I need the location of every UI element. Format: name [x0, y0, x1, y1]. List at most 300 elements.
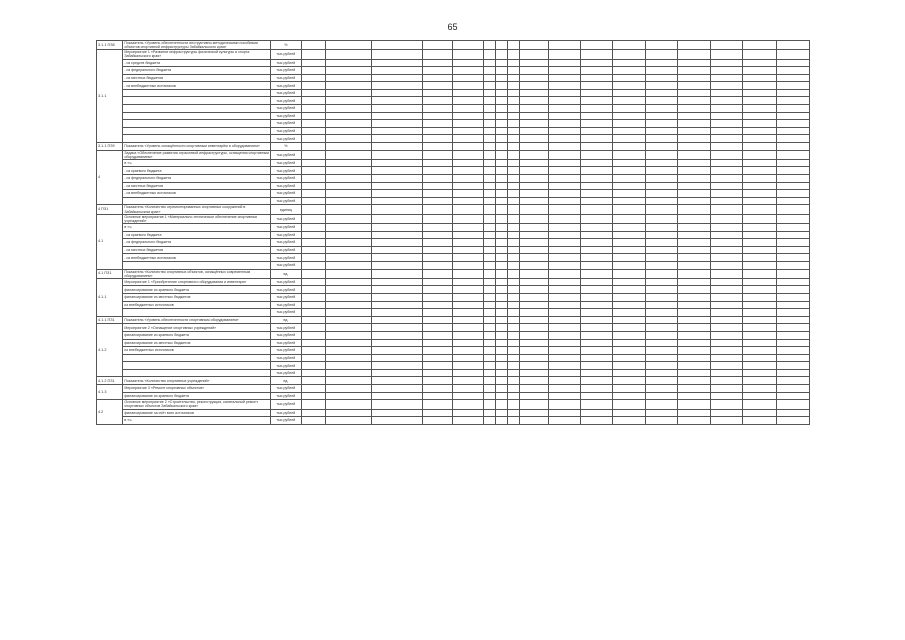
table-cell: [580, 331, 612, 339]
table-cell: [645, 331, 677, 339]
table-cell: [777, 377, 810, 385]
row-code: 4: [97, 150, 123, 205]
table-cell: [645, 309, 677, 317]
table-cell: [580, 362, 612, 370]
table-cell: [678, 112, 710, 120]
table-cell: [548, 41, 580, 50]
table-cell: [710, 105, 742, 113]
table-cell: [743, 377, 777, 385]
row-unit: тыс.рублей: [271, 112, 301, 120]
table-cell: [645, 385, 677, 393]
row-description: Показатель «Количество отремонтированных спортивных сооружений в Забайкальском крае»: [123, 205, 271, 214]
table-cell: [301, 254, 325, 262]
table-cell: [645, 261, 677, 269]
table-cell: [508, 89, 520, 97]
table-cell: [453, 417, 483, 425]
table-cell: [325, 120, 372, 128]
table-cell: [777, 261, 810, 269]
table-cell: [710, 309, 742, 317]
table-cell: [678, 293, 710, 301]
table-cell: [423, 182, 453, 190]
table-cell: [645, 354, 677, 362]
table-cell: [613, 167, 645, 175]
row-unit: тыс.рублей: [271, 261, 301, 269]
table-cell: [301, 150, 325, 159]
table-cell: [613, 385, 645, 393]
table-cell: [508, 377, 520, 385]
table-cell: [495, 143, 507, 151]
table-cell: [548, 417, 580, 425]
table-cell: [423, 309, 453, 317]
table-cell: [508, 67, 520, 75]
row-unit: тыс.рублей: [271, 400, 301, 409]
table-cell: [508, 324, 520, 332]
table-cell: [777, 324, 810, 332]
row-unit: тыс.рублей: [271, 362, 301, 370]
table-cell: [483, 400, 495, 409]
table-cell: [483, 246, 495, 254]
table-cell: [453, 197, 483, 205]
table-cell: [743, 223, 777, 231]
table-row: [97, 417, 810, 425]
row-unit: тыс.рублей: [271, 197, 301, 205]
table-cell: [678, 385, 710, 393]
table-cell: [453, 385, 483, 393]
table-cell: [508, 50, 520, 59]
row-description: Показатель «Количество спортивных учреждений»: [123, 377, 271, 385]
table-cell: [678, 400, 710, 409]
table-cell: [423, 97, 453, 105]
table-cell: [372, 159, 423, 167]
table-cell: [520, 74, 548, 82]
table-cell: [483, 293, 495, 301]
table-cell: [678, 120, 710, 128]
table-cell: [495, 347, 507, 355]
table-cell: [372, 239, 423, 247]
table-cell: [520, 316, 548, 324]
table-cell: [453, 309, 483, 317]
table-cell: [520, 354, 548, 362]
table-cell: [678, 261, 710, 269]
table-cell: [483, 239, 495, 247]
table-cell: [613, 392, 645, 400]
table-cell: [483, 97, 495, 105]
table-row: [97, 150, 810, 159]
row-description: [123, 135, 271, 143]
table-cell: [613, 89, 645, 97]
table-cell: [777, 82, 810, 90]
table-cell: [325, 67, 372, 75]
table-cell: [580, 385, 612, 393]
table-row: [97, 409, 810, 417]
table-cell: [520, 150, 548, 159]
table-row: [97, 97, 810, 105]
table-cell: [508, 309, 520, 317]
table-cell: [580, 231, 612, 239]
table-cell: [372, 59, 423, 67]
table-cell: [777, 278, 810, 286]
table-cell: [743, 127, 777, 135]
table-cell: [710, 354, 742, 362]
table-cell: [580, 41, 612, 50]
table-cell: [495, 190, 507, 198]
table-cell: [495, 377, 507, 385]
table-cell: [613, 409, 645, 417]
table-cell: [423, 354, 453, 362]
table-cell: [743, 254, 777, 262]
table-cell: [483, 324, 495, 332]
table-cell: [423, 392, 453, 400]
table-cell: [495, 82, 507, 90]
row-code: 4.1.2 ПЗ1: [97, 377, 123, 385]
table-row: [97, 223, 810, 231]
table-cell: [743, 278, 777, 286]
table-cell: [678, 231, 710, 239]
table-cell: [423, 74, 453, 82]
table-cell: [580, 143, 612, 151]
table-cell: [777, 205, 810, 214]
table-cell: [325, 150, 372, 159]
row-unit: тыс.рублей: [271, 278, 301, 286]
table-cell: [508, 175, 520, 183]
table-cell: [645, 105, 677, 113]
table-cell: [301, 324, 325, 332]
table-cell: [453, 97, 483, 105]
table-cell: [372, 400, 423, 409]
row-code: 3.1.1 ПЗ8: [97, 41, 123, 50]
table-cell: [325, 135, 372, 143]
table-cell: [423, 135, 453, 143]
table-cell: [743, 369, 777, 377]
table-cell: [301, 127, 325, 135]
table-cell: [520, 105, 548, 113]
table-cell: [777, 339, 810, 347]
table-cell: [508, 190, 520, 198]
table-cell: [710, 377, 742, 385]
table-cell: [372, 223, 423, 231]
table-cell: [645, 120, 677, 128]
table-cell: [710, 214, 742, 223]
table-cell: [743, 331, 777, 339]
table-cell: [548, 112, 580, 120]
table-row: [97, 197, 810, 205]
table-cell: [613, 417, 645, 425]
table-cell: [678, 254, 710, 262]
table-cell: [678, 74, 710, 82]
table-cell: [483, 254, 495, 262]
row-unit: тыс.рублей: [271, 347, 301, 355]
table-cell: [645, 409, 677, 417]
table-cell: [710, 74, 742, 82]
table-cell: [423, 331, 453, 339]
table-cell: [613, 362, 645, 370]
table-cell: [372, 309, 423, 317]
table-cell: [495, 231, 507, 239]
table-cell: [580, 409, 612, 417]
table-cell: [372, 74, 423, 82]
table-cell: [743, 167, 777, 175]
table-cell: [645, 74, 677, 82]
table-cell: [777, 143, 810, 151]
table-cell: [372, 269, 423, 278]
table-cell: [483, 127, 495, 135]
table-row: [97, 377, 810, 385]
table-cell: [301, 105, 325, 113]
row-unit: %: [271, 41, 301, 50]
row-unit: тыс.рублей: [271, 50, 301, 59]
row-unit: тыс.рублей: [271, 182, 301, 190]
table-cell: [325, 167, 372, 175]
table-cell: [548, 369, 580, 377]
table-cell: [710, 339, 742, 347]
table-cell: [508, 59, 520, 67]
table-cell: [710, 159, 742, 167]
table-cell: [613, 105, 645, 113]
table-cell: [777, 175, 810, 183]
table-row: [97, 309, 810, 317]
table-cell: [580, 347, 612, 355]
table-cell: [423, 190, 453, 198]
table-row: [97, 82, 810, 90]
row-description: - из местных бюджетов: [123, 246, 271, 254]
table-cell: [372, 377, 423, 385]
table-cell: [743, 135, 777, 143]
table-cell: [777, 223, 810, 231]
table-cell: [325, 231, 372, 239]
table-cell: [372, 112, 423, 120]
table-cell: [301, 231, 325, 239]
table-cell: [580, 278, 612, 286]
table-cell: [372, 143, 423, 151]
table-cell: [301, 167, 325, 175]
table-cell: [645, 339, 677, 347]
table-cell: [423, 377, 453, 385]
table-cell: [423, 385, 453, 393]
table-cell: [613, 286, 645, 294]
table-cell: [580, 105, 612, 113]
table-cell: [777, 369, 810, 377]
table-cell: [645, 197, 677, 205]
table-cell: [548, 354, 580, 362]
table-cell: [613, 197, 645, 205]
table-cell: [301, 417, 325, 425]
table-cell: [372, 354, 423, 362]
row-description: - из федерального бюджета: [123, 175, 271, 183]
table-row: [97, 214, 810, 223]
table-cell: [453, 50, 483, 59]
table-cell: [325, 309, 372, 317]
table-cell: [325, 293, 372, 301]
table-cell: [743, 339, 777, 347]
table-cell: [710, 135, 742, 143]
row-description: - из краевого бюджета: [123, 167, 271, 175]
table-cell: [645, 301, 677, 309]
table-cell: [580, 112, 612, 120]
table-cell: [423, 239, 453, 247]
row-description: - из внебюджетных источников: [123, 190, 271, 198]
row-unit: тыс.рублей: [271, 214, 301, 223]
table-cell: [483, 316, 495, 324]
table-cell: [495, 197, 507, 205]
table-cell: [613, 120, 645, 128]
table-cell: [301, 246, 325, 254]
table-cell: [548, 150, 580, 159]
table-cell: [508, 74, 520, 82]
table-cell: [508, 354, 520, 362]
table-cell: [548, 309, 580, 317]
table-cell: [325, 392, 372, 400]
table-cell: [678, 269, 710, 278]
table-cell: [372, 254, 423, 262]
table-cell: [580, 246, 612, 254]
table-cell: [301, 205, 325, 214]
table-cell: [645, 231, 677, 239]
table-cell: [508, 143, 520, 151]
table-cell: [483, 89, 495, 97]
table-cell: [423, 223, 453, 231]
table-row: [97, 67, 810, 75]
table-cell: [613, 377, 645, 385]
table-cell: [580, 254, 612, 262]
table-cell: [453, 269, 483, 278]
table-cell: [710, 369, 742, 377]
table-cell: [580, 293, 612, 301]
table-cell: [743, 269, 777, 278]
row-unit: тыс.рублей: [271, 105, 301, 113]
table-cell: [495, 316, 507, 324]
table-cell: [580, 369, 612, 377]
table-cell: [508, 223, 520, 231]
table-cell: [613, 278, 645, 286]
table-cell: [325, 261, 372, 269]
table-cell: [520, 41, 548, 50]
table-cell: [495, 167, 507, 175]
table-cell: [710, 41, 742, 50]
table-cell: [483, 59, 495, 67]
table-cell: [508, 197, 520, 205]
table-cell: [580, 50, 612, 59]
table-cell: [580, 269, 612, 278]
table-cell: [325, 239, 372, 247]
table-cell: [372, 409, 423, 417]
table-cell: [453, 112, 483, 120]
table-cell: [777, 231, 810, 239]
table-row: [97, 354, 810, 362]
table-cell: [777, 400, 810, 409]
table-cell: [520, 269, 548, 278]
table-cell: [743, 417, 777, 425]
table-cell: [301, 392, 325, 400]
table-cell: [613, 354, 645, 362]
table-cell: [301, 316, 325, 324]
table-cell: [777, 190, 810, 198]
table-cell: [508, 347, 520, 355]
row-description: финансирование из краевого бюджета: [123, 286, 271, 294]
table-cell: [613, 190, 645, 198]
table-cell: [508, 301, 520, 309]
table-cell: [645, 135, 677, 143]
row-description: финансирование из местных бюджетов: [123, 339, 271, 347]
row-unit: тыс.рублей: [271, 67, 301, 75]
table-cell: [301, 354, 325, 362]
table-row: [97, 316, 810, 324]
table-cell: [372, 246, 423, 254]
table-cell: [743, 50, 777, 59]
table-row: [97, 254, 810, 262]
table-cell: [483, 150, 495, 159]
table-cell: [508, 286, 520, 294]
table-cell: [483, 301, 495, 309]
table-cell: [710, 97, 742, 105]
table-cell: [495, 385, 507, 393]
table-cell: [423, 105, 453, 113]
table-cell: [372, 214, 423, 223]
table-cell: [508, 205, 520, 214]
table-cell: [777, 409, 810, 417]
table-cell: [483, 269, 495, 278]
table-cell: [483, 50, 495, 59]
table-cell: [483, 82, 495, 90]
table-cell: [743, 409, 777, 417]
table-cell: [301, 59, 325, 67]
table-cell: [423, 369, 453, 377]
table-cell: [325, 354, 372, 362]
table-cell: [548, 135, 580, 143]
table-cell: [777, 301, 810, 309]
table-cell: [548, 286, 580, 294]
table-cell: [710, 301, 742, 309]
table-cell: [325, 143, 372, 151]
table-cell: [777, 286, 810, 294]
row-description: [123, 105, 271, 113]
table-cell: [613, 316, 645, 324]
table-cell: [520, 362, 548, 370]
table-cell: [423, 316, 453, 324]
table-cell: [678, 50, 710, 59]
table-cell: [548, 231, 580, 239]
table-cell: [580, 82, 612, 90]
table-cell: [325, 400, 372, 409]
table-cell: [508, 246, 520, 254]
table-cell: [423, 400, 453, 409]
table-cell: [495, 50, 507, 59]
table-cell: [548, 331, 580, 339]
table-cell: [710, 182, 742, 190]
table-cell: [710, 127, 742, 135]
table-cell: [710, 223, 742, 231]
table-cell: [580, 74, 612, 82]
table-cell: [325, 97, 372, 105]
table-cell: [710, 112, 742, 120]
row-unit: единиц: [271, 205, 301, 214]
table-cell: [423, 205, 453, 214]
table-cell: [548, 377, 580, 385]
table-cell: [372, 120, 423, 128]
row-unit: тыс.рублей: [271, 417, 301, 425]
table-cell: [423, 214, 453, 223]
table-cell: [325, 197, 372, 205]
table-row: [97, 205, 810, 214]
table-cell: [613, 309, 645, 317]
table-cell: [520, 175, 548, 183]
table-cell: [645, 324, 677, 332]
row-description: [123, 261, 271, 269]
table-cell: [548, 82, 580, 90]
row-description: Задача «Обеспечение развития отраслевой инфраструктуры, оснащения спортивным оборудованием»: [124, 150, 269, 159]
table-cell: [580, 205, 612, 214]
table-cell: [580, 127, 612, 135]
row-description: [123, 362, 271, 370]
